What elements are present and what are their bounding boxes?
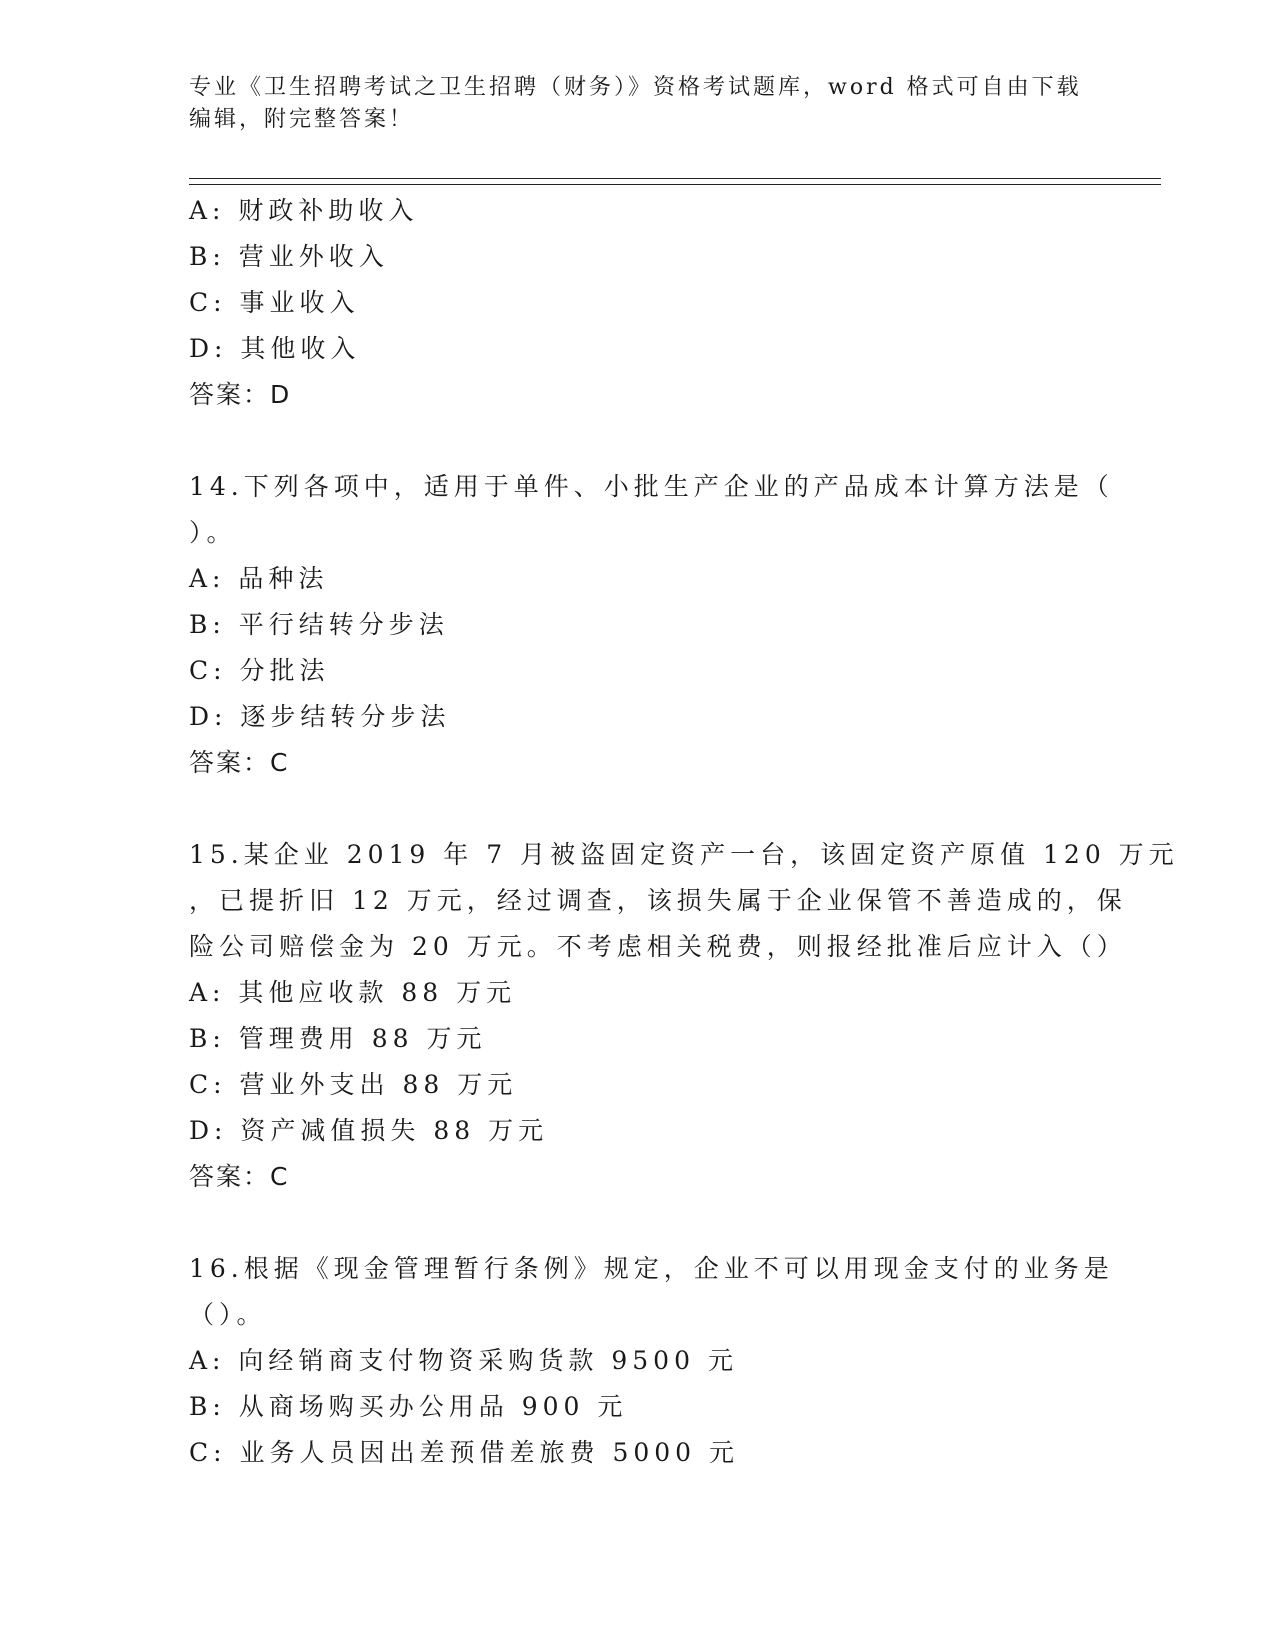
question-stem-line: 16.根据《现金管理暂行条例》规定，企业不可以用现金支付的业务是	[189, 1254, 1114, 1283]
page-header	[189, 72, 1089, 136]
option-b: B: 从商场购买办公用品 900 元	[189, 1392, 628, 1421]
header-rule-bottom	[189, 184, 1161, 185]
option-c: C: 事业收入	[189, 288, 360, 317]
option-c: C: 营业外支出 88 万元	[189, 1070, 518, 1099]
option-c: C: 业务人员因出差预借差旅费 5000 元	[189, 1438, 740, 1467]
spacer	[189, 786, 1089, 832]
option-a: A: 其他应收款 88 万元	[189, 978, 517, 1007]
header-line-1: 专业《卫生招聘考试之卫生招聘（财务）》资格考试题库，word 格式可自由下载	[189, 75, 1082, 100]
question-stem-line: ，已提折旧 12 万元，经过调查，该损失属于企业保管不善造成的，保	[189, 886, 1127, 915]
answer: 答案：C	[189, 1162, 290, 1191]
question-stem-line: 15.某企业 2019 年 7 月被盗固定资产一台，该固定资产原值 120 万元	[189, 840, 1179, 869]
question-14	[189, 464, 1114, 786]
spacer	[189, 418, 1089, 464]
question-15	[189, 832, 1179, 1200]
question-stem-line: ）。	[189, 518, 237, 547]
option-c: C: 分批法	[189, 656, 330, 685]
question-stem-line: （）。	[189, 1300, 267, 1329]
option-d: D: 其他收入	[189, 334, 361, 363]
answer: 答案：D	[189, 380, 292, 409]
option-a: A: 向经销商支付物资采购货款 9500 元	[189, 1346, 738, 1375]
option-d: D: 资产减值损失 88 万元	[189, 1116, 549, 1145]
spacer	[189, 1200, 1089, 1246]
question-stem-line: 险公司赔偿金为 20 万元。不考虑相关税费，则报经批准后应计入（）	[189, 932, 1127, 961]
option-b: B: 平行结转分步法	[189, 610, 449, 639]
header-line-2: 编辑，附完整答案！	[189, 107, 415, 132]
header-rule-top	[189, 178, 1161, 179]
option-b: B: 营业外收入	[189, 242, 389, 271]
answer: 答案：C	[189, 748, 290, 777]
question-13	[189, 188, 1089, 418]
option-d: D: 逐步结转分步法	[189, 702, 451, 731]
question-stem-line: 14.下列各项中，适用于单件、小批生产企业的产品成本计算方法是（	[189, 472, 1114, 501]
question-list	[189, 188, 1179, 1476]
option-a: A: 财政补助收入	[189, 196, 419, 225]
option-b: B: 管理费用 88 万元	[189, 1024, 487, 1053]
question-16	[189, 1246, 1114, 1476]
option-a: A: 品种法	[189, 564, 329, 593]
